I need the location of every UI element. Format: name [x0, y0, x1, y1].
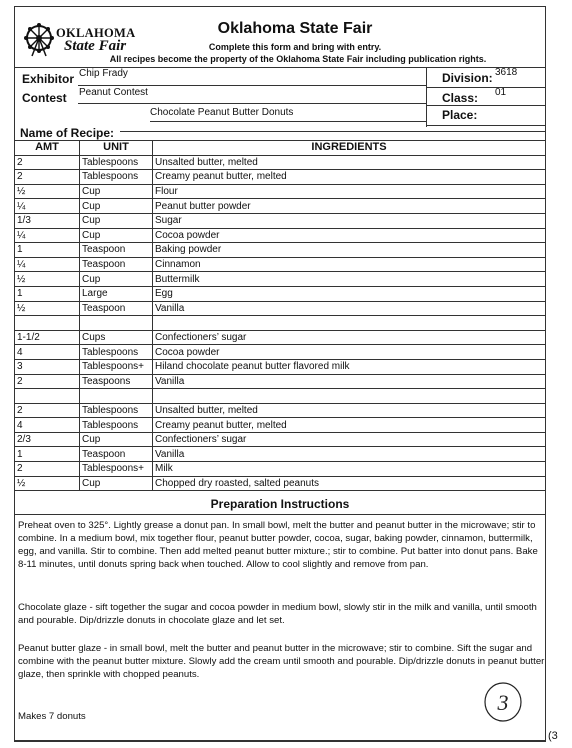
page-mark: (3: [548, 730, 558, 742]
place-divider: [426, 125, 546, 126]
ingredient-cell: Buttermilk: [153, 272, 546, 287]
unit-cell: [80, 389, 153, 404]
ingredient-cell: Baking powder: [153, 243, 546, 258]
division-value: 3618: [495, 67, 518, 78]
ingredient-cell: Cocoa powder: [153, 345, 546, 360]
prep-paragraph-1: Preheat oven to 325°. Lightly grease a donut pan. In small bowl, melt the butter and peanut butter in the microwave; stir to combine. In a medium bowl, mix together flour, peanut butter powder, cocoa, sugar, baking powder, cinnamon, buttermilk, egg, and vanilla. Stir to combine. Then add melted peanut butter mixture.; stir to combine. Put batter into donut pans. Bake 8-11 minutes, until donuts spring back when touched. Allow to cool slightly and remove from pan.: [18, 520, 538, 570]
table-row: [15, 389, 546, 404]
table-row: [15, 213, 546, 228]
recipe-title-underline: [150, 121, 426, 122]
ingredient-cell: Cocoa powder: [153, 228, 546, 243]
table-row: [15, 359, 546, 374]
unit-cell: Large: [80, 286, 153, 301]
logo-text-line1: OKLAHOMA: [56, 26, 136, 40]
place-label: Place:: [442, 108, 478, 122]
ingredient-cell: Confectioners’ sugar: [153, 432, 546, 447]
table-row: [15, 155, 546, 170]
amt-cell: 3: [15, 359, 80, 374]
unit-cell: Cup: [80, 228, 153, 243]
unit-cell: Teaspoon: [80, 301, 153, 316]
unit-cell: Tablespoons: [80, 418, 153, 433]
unit-cell: Cup: [80, 199, 153, 214]
amt-cell: 2: [15, 170, 80, 185]
exhibitor-underline: [78, 85, 426, 86]
unit-cell: Tablespoons+: [80, 359, 153, 374]
amt-cell: ¼: [15, 199, 80, 214]
unit-cell: Teaspoons: [80, 374, 153, 389]
ingredient-cell: Confectioners’ sugar: [153, 330, 546, 345]
division-label: Division:: [442, 71, 493, 85]
ingredients-body: [15, 155, 546, 491]
bottom-border: [14, 740, 546, 741]
ingredient-cell: Peanut butter powder: [153, 199, 546, 214]
amt-cell: ½: [15, 184, 80, 199]
class-divider: [426, 105, 546, 106]
unit-cell: Cup: [80, 476, 153, 491]
amt-cell: 2: [15, 374, 80, 389]
contest-value: Peanut Contest: [79, 87, 148, 98]
exhibitor-label: Exhibitor: [22, 72, 75, 86]
unit-cell: Cups: [80, 330, 153, 345]
ingredient-cell: [153, 389, 546, 404]
ingredient-cell: Egg: [153, 286, 546, 301]
table-row: [15, 345, 546, 360]
ingredient-cell: Vanilla: [153, 374, 546, 389]
ingredient-cell: Vanilla: [153, 447, 546, 462]
ingredient-cell: Cinnamon: [153, 257, 546, 272]
prep-paragraph-3: Peanut butter glaze - in small bowl, melt the butter and peanut butter in the microwave; stir to combine. Sift the sugar and combine with the peanut butter mixture. Slowly add the cream until smooth and pourable. Dip/drizzle donuts in peanut butter glaze, then sprinkle with chopped peanuts.: [18, 643, 545, 680]
table-row: [15, 272, 546, 287]
table-row: [15, 447, 546, 462]
unit-cell: Cup: [80, 184, 153, 199]
name-of-recipe-label: Name of Recipe:: [20, 126, 115, 140]
unit-cell: Tablespoons: [80, 403, 153, 418]
amt-cell: ¼: [15, 257, 80, 272]
division-divider: [426, 87, 546, 88]
ingredient-cell: Unsalted butter, melted: [153, 403, 546, 418]
class-label: Class:: [442, 91, 479, 105]
page-title: Oklahoma State Fair: [217, 20, 373, 37]
contest-label: Contest: [22, 91, 67, 105]
preparation-divider: [14, 514, 546, 515]
ingredient-cell: Unsalted butter, melted: [153, 155, 546, 170]
ingredient-cell: [153, 316, 546, 331]
amt-cell: 2: [15, 155, 80, 170]
unit-header: UNIT: [80, 141, 153, 156]
table-row: [15, 301, 546, 316]
table-row: [15, 170, 546, 185]
unit-cell: Cup: [80, 272, 153, 287]
prep-paragraph-4: Makes 7 donuts: [18, 711, 86, 722]
ingredient-cell: Creamy peanut butter, melted: [153, 418, 546, 433]
amt-cell: 2: [15, 403, 80, 418]
contest-underline: [78, 103, 426, 104]
amt-cell: 2/3: [15, 432, 80, 447]
ingredients-header: INGREDIENTS: [153, 141, 546, 156]
exhibitor-value: Chip Frady: [79, 68, 128, 79]
unit-cell: Teaspoon: [80, 257, 153, 272]
rights-notice: All recipes become the property of the Oklahoma State Fair including publication rights.: [109, 54, 487, 64]
amt-cell: 1: [15, 243, 80, 258]
handwritten-circle-stamp: [482, 680, 524, 724]
table-row: [15, 184, 546, 199]
amt-cell: [15, 316, 80, 331]
form-subtitle: Complete this form and bring with entry.: [208, 42, 382, 52]
table-row: [15, 286, 546, 301]
table-row: [15, 432, 546, 447]
unit-cell: Teaspoon: [80, 243, 153, 258]
ferris-wheel-icon: [22, 22, 58, 58]
amt-cell: ½: [15, 301, 80, 316]
table-row: [15, 476, 546, 491]
stamp-number: 3: [497, 690, 509, 715]
table-row: [15, 257, 546, 272]
table-row: [15, 228, 546, 243]
table-row: [15, 403, 546, 418]
amt-cell: 4: [15, 345, 80, 360]
table-row: [15, 374, 546, 389]
ingredient-cell: Sugar: [153, 213, 546, 228]
table-row: [15, 243, 546, 258]
unit-cell: Tablespoons: [80, 170, 153, 185]
unit-cell: Tablespoons+: [80, 462, 153, 477]
ingredient-cell: Chopped dry roasted, salted peanuts: [153, 476, 546, 491]
amt-cell: 2: [15, 462, 80, 477]
ingredient-cell: Flour: [153, 184, 546, 199]
unit-cell: Cup: [80, 213, 153, 228]
unit-cell: [80, 316, 153, 331]
recipe-title-value: Chocolate Peanut Butter Donuts: [150, 107, 294, 118]
table-row: [15, 418, 546, 433]
amt-cell: 1-1/2: [15, 330, 80, 345]
amt-cell: 1/3: [15, 213, 80, 228]
amt-cell: ½: [15, 476, 80, 491]
amt-header: AMT: [15, 141, 80, 156]
amt-cell: 1: [15, 447, 80, 462]
unit-cell: Tablespoons: [80, 345, 153, 360]
table-row: [15, 462, 546, 477]
ingredient-cell: Milk: [153, 462, 546, 477]
preparation-title: Preparation Instructions: [210, 497, 350, 511]
recipe-name-underline: [120, 131, 546, 132]
prep-paragraph-2: Chocolate glaze - sift together the sugar and cocoa powder in medium bowl, slowly stir in the milk and vanilla, until smooth and pourable. Dip/drizzle donuts in chocolate glaze and let set.: [18, 602, 537, 626]
unit-cell: Teaspoon: [80, 447, 153, 462]
table-row: [15, 330, 546, 345]
ingredients-table: [14, 140, 546, 491]
amt-cell: 1: [15, 286, 80, 301]
amt-cell: [15, 389, 80, 404]
table-row: [15, 316, 546, 331]
unit-cell: Cup: [80, 432, 153, 447]
table-row: [15, 199, 546, 214]
amt-cell: ½: [15, 272, 80, 287]
unit-cell: Tablespoons: [80, 155, 153, 170]
logo-text-line2: State Fair: [64, 38, 127, 54]
class-value: 01: [495, 87, 507, 98]
amt-cell: ¼: [15, 228, 80, 243]
ingredient-cell: Hiland chocolate peanut butter flavored milk: [153, 359, 546, 374]
ingredient-cell: Creamy peanut butter, melted: [153, 170, 546, 185]
ingredient-cell: Vanilla: [153, 301, 546, 316]
amt-cell: 4: [15, 418, 80, 433]
